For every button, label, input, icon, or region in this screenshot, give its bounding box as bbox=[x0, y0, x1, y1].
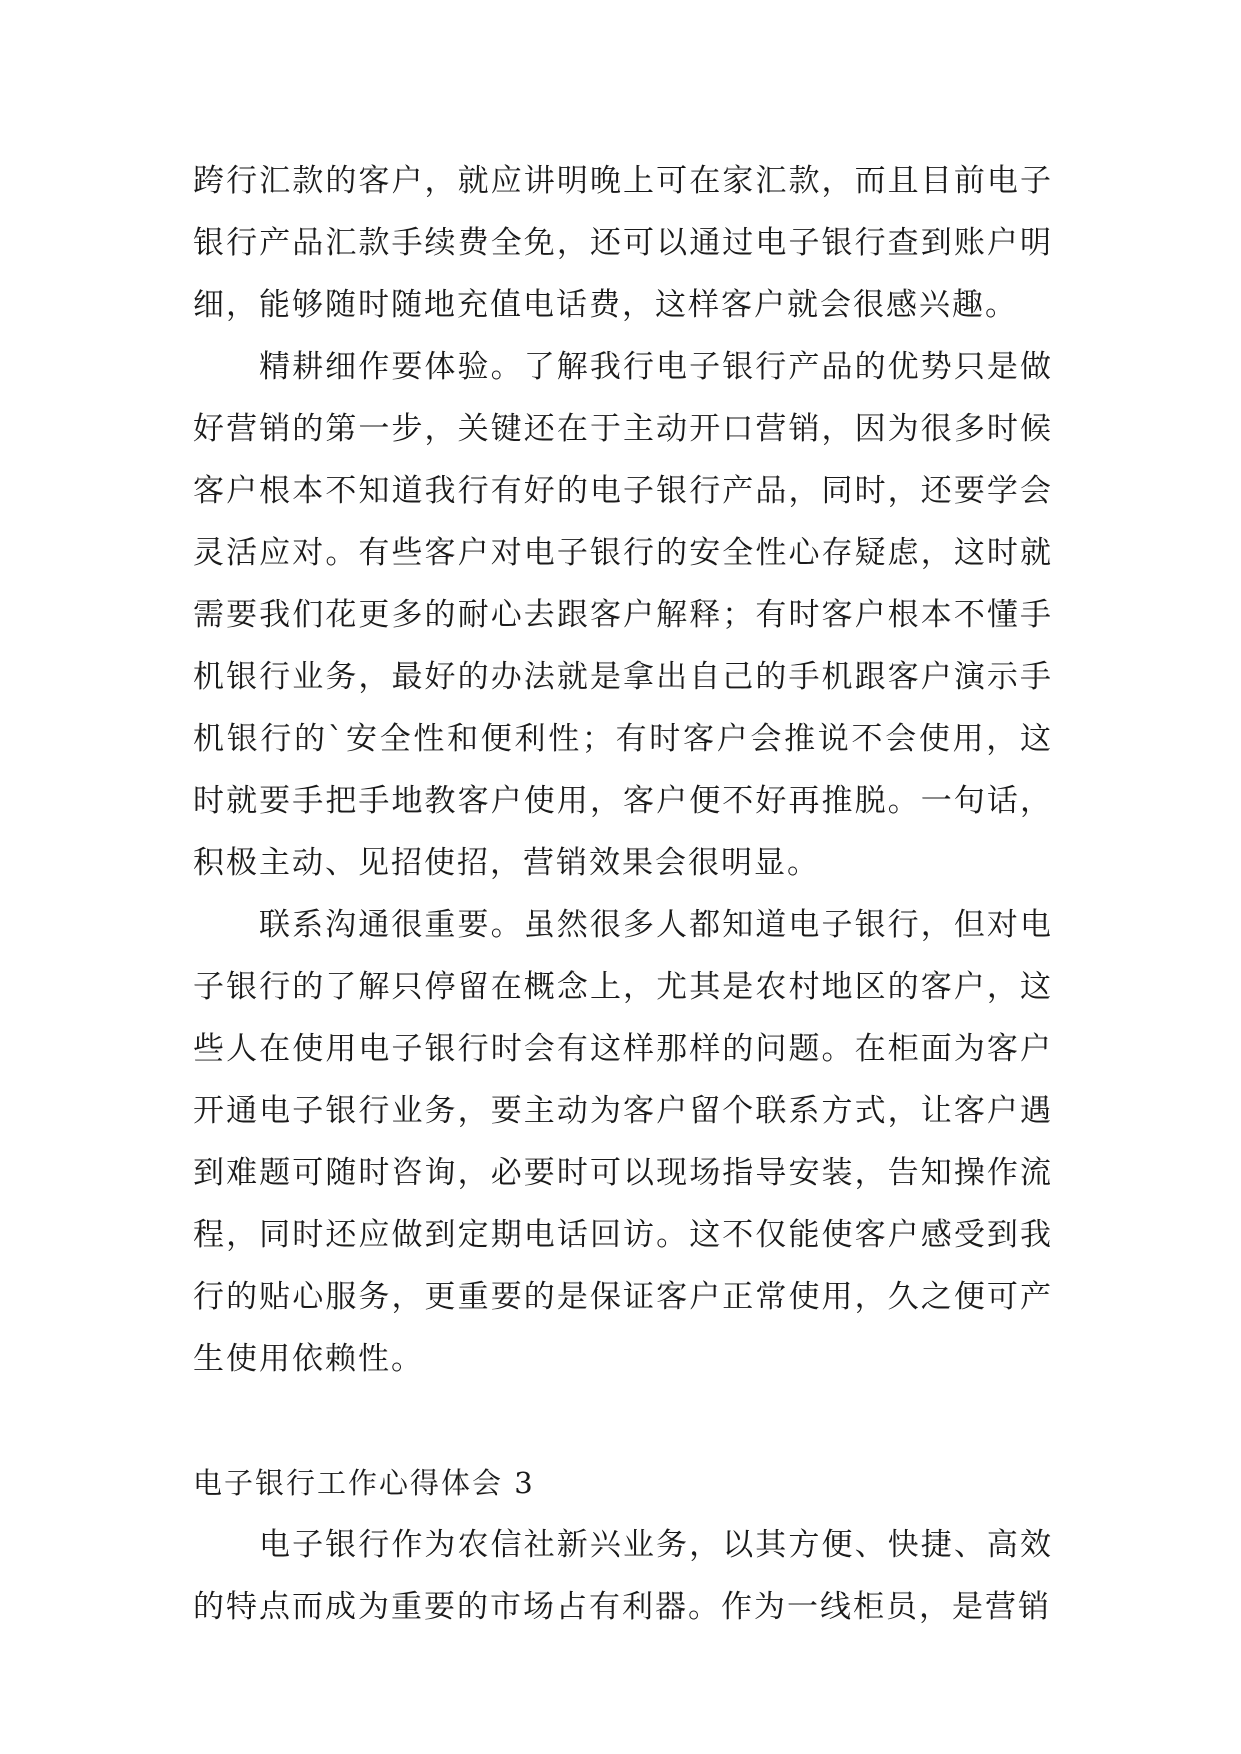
document-page bbox=[193, 150, 1053, 1638]
paragraph-cross-bank-remittance: 跨行汇款的客户，就应讲明晚上可在家汇款，而且目前电子银行产品汇款手续费全免，还可以通过电子银行查到账户明细，能够随时随地充值电话费，这样客户就会很感兴趣。 bbox=[193, 163, 1053, 323]
paragraph-careful-experience: 精耕细作要体验。了解我行电子银行产品的优势只是做好营销的第一步，关键还在于主动开口营销，因为很多时候客户根本不知道我行有好的电子银行产品，同时，还要学会灵活应对。有些客户对电子银行的安全性心存疑虑，这时就需要我们花更多的耐心去跟客户解释；有时客户根本不懂手机银行业务，最好的办法就是拿出自己的手机跟客户演示手机银行的`安全性和便利性；有时客户会推说不会使用，这时就要手把手地教客户使用，客户便不好再推脱。一句话，积极主动、见招使招，营销效果会很明显。 bbox=[193, 349, 1053, 881]
paragraph-communication: 联系沟通很重要。虽然很多人都知道电子银行，但对电子银行的了解只停留在概念上，尤其是农村地区的客户，这些人在使用电子银行时会有这样那样的问题。在柜面为客户开通电子银行业务，要主动为客户留个联系方式，让客户遇到难题可随时咨询，必要时可以现场指导安装，告知操作流程，同时还应做到定期电话回访。这不仅能使客户感受到我行的贴心服务，更重要的是保证客户正常使用，久之便可产生使用依赖性。 bbox=[193, 907, 1053, 1377]
paragraph-section-3-intro: 电子银行作为农信社新兴业务，以其方便、快捷、高效的特点而成为重要的市场占有利器。作为一线柜员，是营销 bbox=[193, 1527, 1053, 1625]
section-heading: 电子银行工作心得体会 3 bbox=[193, 1466, 535, 1500]
